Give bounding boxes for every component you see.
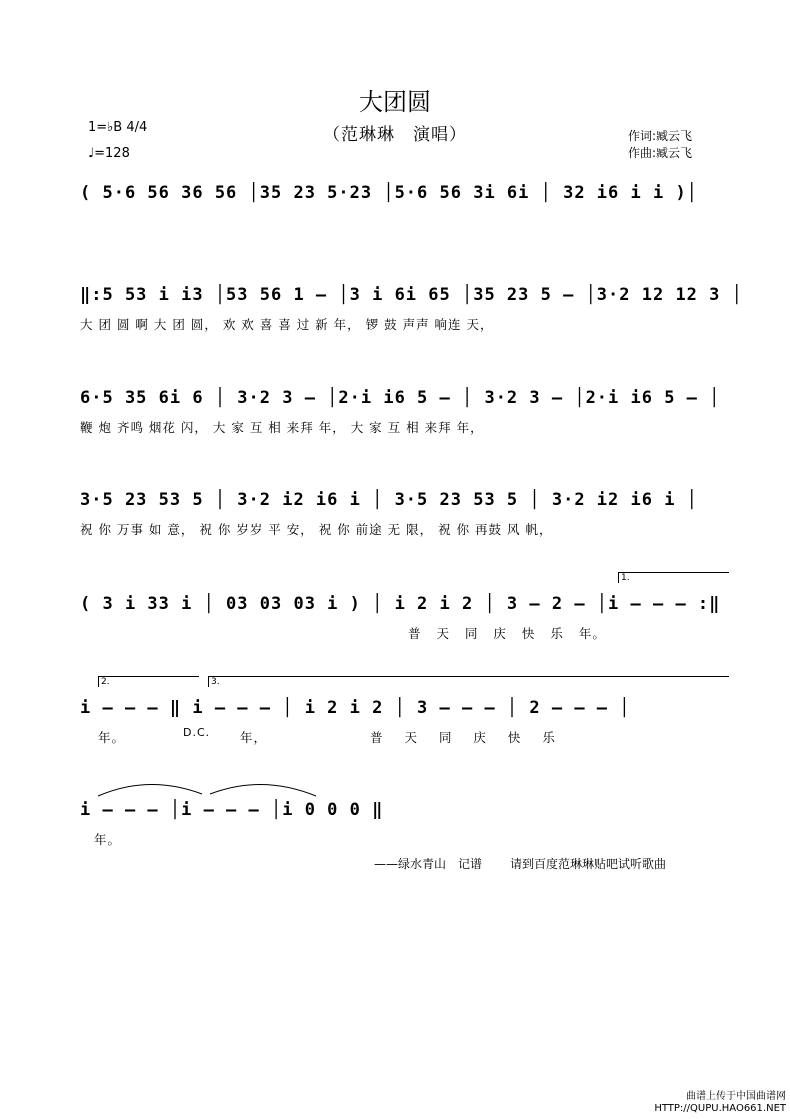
- lyrics-row-6-a: 年。: [98, 730, 126, 745]
- key-signature: 1=♭B 4/4: [88, 120, 148, 135]
- lyrics-row-6-c: 普 天 同 庆 快 乐: [370, 730, 556, 745]
- lyrics-row-7: 年。: [94, 832, 122, 847]
- notes-row-1: ( 5·6 56 36 56 │35 23 5·23 │5·6 56 3i 6i │ 32 i6 i i )│: [80, 183, 698, 203]
- tie-arcs: [94, 778, 324, 798]
- notes-row-3: 6·5 35 6i 6 │ 3·2 3 – │2·i i6 5 – │ 3·2 3 – │2·i i6 5 – │: [80, 388, 721, 408]
- notes-row-5: ( 3 i 33 i │ 03 03 03 i ) │ i 2 i 2 │ 3 – 2 – │i – – – :‖: [80, 594, 721, 614]
- tempo-marking: ♩=128: [88, 146, 130, 161]
- notes-row-2: ‖:5 53 i i3 │53 56 1 – │3 i 6i 65 │35 23 5 – │3·2 12 12 3 │: [80, 285, 743, 305]
- volta-3: 3.: [208, 676, 729, 687]
- dc-marking: D.C.: [183, 726, 211, 739]
- lyricist: 作词:臧云飞: [628, 129, 693, 143]
- song-title: 大团圆: [359, 88, 431, 116]
- lyrics-row-5: 普 天 同 庆 快 乐 年。: [408, 626, 606, 641]
- watermark-line-1: 曲谱上传于中国曲谱网: [686, 1091, 786, 1102]
- volta-1: 1.: [618, 572, 729, 583]
- composer: 作曲:臧云飞: [628, 146, 693, 160]
- recorder-credit: ——绿水青山 记谱: [374, 857, 483, 871]
- lyrics-row-3: 鞭 炮 齐鸣 烟花 闪， 大 家 互 相 来拜 年， 大 家 互 相 来拜 年，: [80, 420, 484, 435]
- lyrics-row-4: 祝 你 万事 如 意， 祝 你 岁岁 平 安， 祝 你 前途 无 限， 祝 你 再鼓 风 帆，: [80, 522, 553, 537]
- notes-row-6: i – – – ‖ i – – – │ i 2 i 2 │ 3 – – – │ 2 – – – │: [80, 698, 631, 718]
- lyrics-row-6-b: 年，: [240, 730, 268, 745]
- listen-note: 请到百度范琳琳贴吧试听歌曲: [510, 857, 667, 871]
- notes-row-4: 3·5 23 53 5 │ 3·2 i2 i6 i │ 3·5 23 53 5 │ 3·2 i2 i6 i │: [80, 490, 698, 510]
- watermark-line-2: HTTP://QUPU.HAO661.NET: [654, 1103, 786, 1114]
- notes-row-7: i – – – │i – – – │i 0 0 0 ‖: [80, 800, 384, 820]
- site-watermark: [654, 1091, 786, 1115]
- lyrics-row-2: 大 团 圆 啊 大 团 圆， 欢 欢 喜 喜 过 新 年， 锣 鼓 声声 响连 天，: [80, 317, 494, 332]
- song-subtitle: （范琳琳 演唱）: [323, 125, 467, 145]
- volta-2: 2.: [98, 676, 199, 687]
